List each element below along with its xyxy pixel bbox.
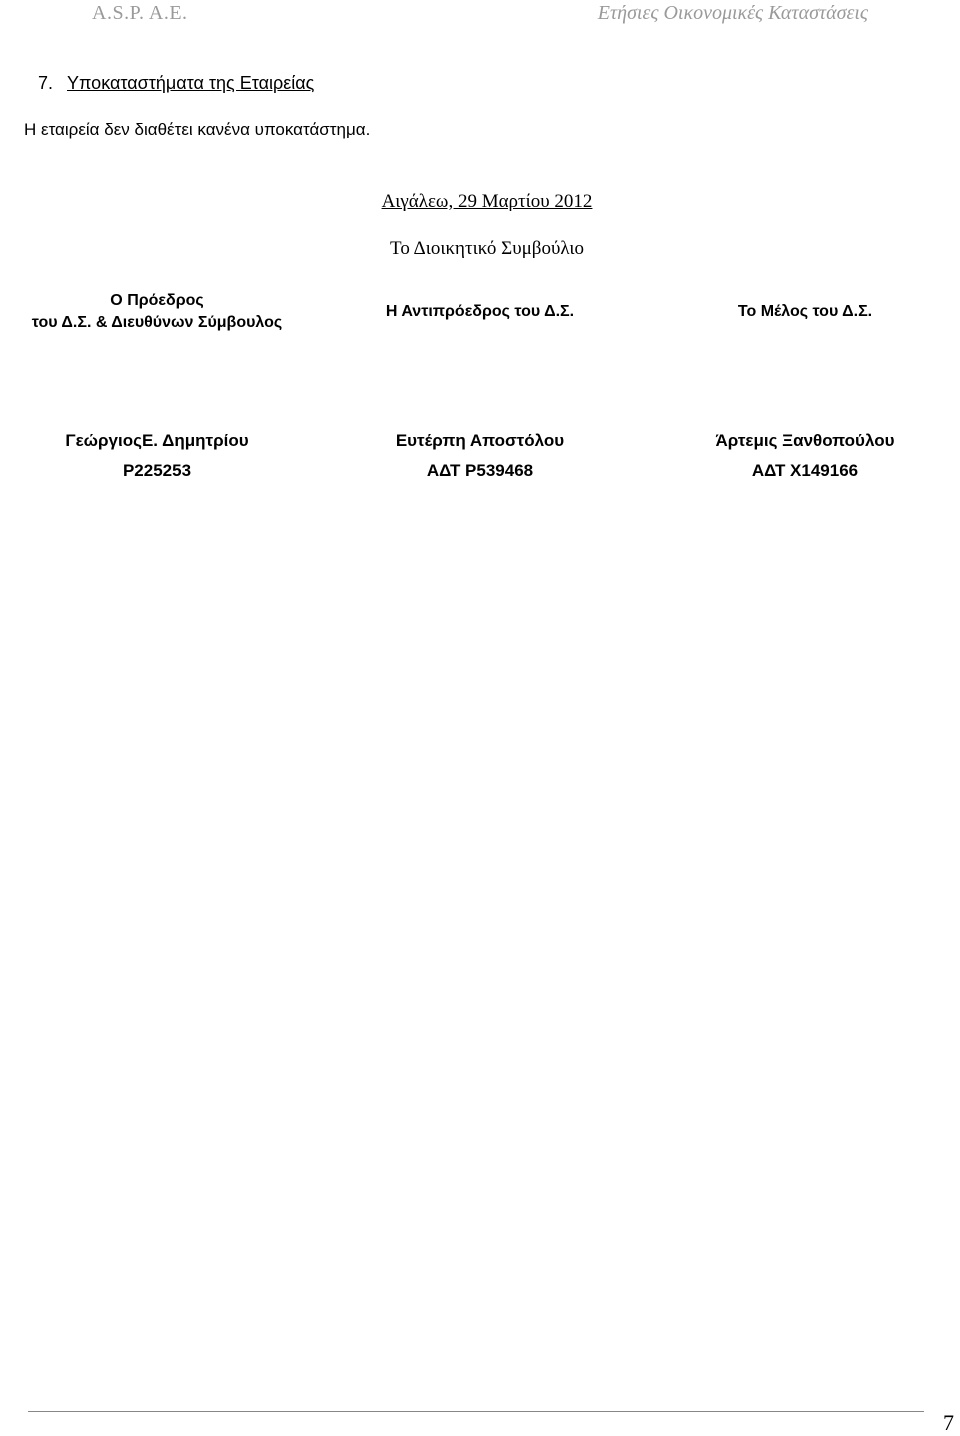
- signatory-1-role-line2: του Δ.Σ. & Διευθύνων Σύμβουλος: [31, 314, 283, 331]
- place-date: Αιγάλεω, 29 Μαρτίου 2012: [381, 191, 593, 212]
- footer-divider: [28, 1411, 924, 1412]
- section-number: 7.: [38, 73, 54, 93]
- signatory-1-block: [12, 426, 302, 486]
- page-number: 7: [943, 1410, 954, 1435]
- signatory-1-id: Ρ225253: [122, 461, 192, 480]
- board-title: Το Διοικητικό Συμβούλιο: [390, 238, 584, 259]
- signatory-1-role: [12, 290, 302, 334]
- signatory-2-id: ΑΔΤ Ρ539468: [426, 461, 534, 480]
- header-company: A.S.P. A.E.: [92, 2, 188, 24]
- signatory-2-block: [340, 426, 620, 486]
- section-title: Υποκαταστήματα της Εταιρείας: [67, 73, 315, 93]
- section-heading: [38, 73, 314, 94]
- signatory-2-role: [340, 301, 620, 323]
- signatory-3-role: [665, 301, 945, 323]
- signatory-3-id: ΑΔΤ Χ149166: [751, 461, 859, 480]
- signatory-3-block: [665, 426, 945, 486]
- header-document-title: Ετήσιες Οικονομικές Καταστάσεις: [597, 2, 868, 24]
- signatory-1-role-line1: Ο Πρόεδρος: [110, 292, 204, 309]
- signatory-2-name: Ευτέρπη Αποστόλου: [395, 431, 565, 450]
- signatory-1-name: ΓεώργιοςΕ. Δημητρίου: [65, 431, 249, 450]
- signatory-3-role-line1: Το Μέλος του Δ.Σ.: [737, 303, 873, 320]
- signatory-2-role-line1: Η Αντιπρόεδρος του Δ.Σ.: [385, 303, 575, 320]
- signatory-3-name: Άρτεμις Ξανθοπούλου: [715, 431, 895, 450]
- section-text: Η εταιρεία δεν διαθέτει κανένα υποκατάστημα.: [24, 120, 371, 139]
